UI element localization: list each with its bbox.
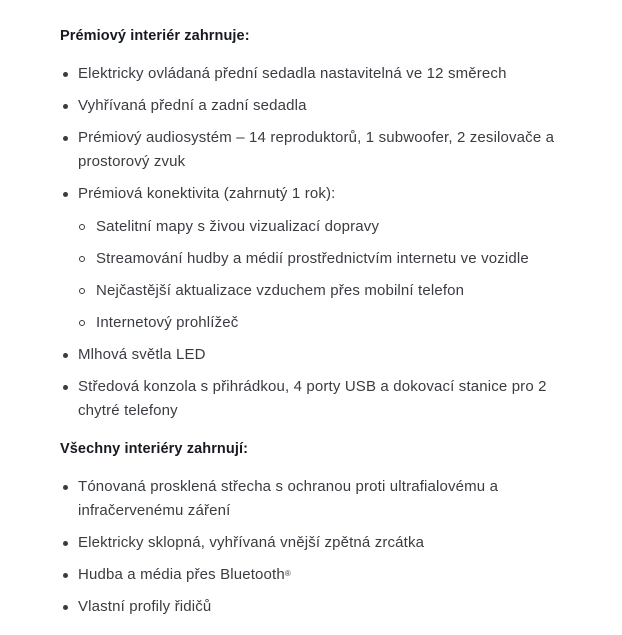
list-item: Elektricky sklopná, vyhřívaná vnější zpětná zrcátka bbox=[60, 531, 580, 555]
list-item-text: Prémiový audiosystém – 14 reproduktorů, 1 subwoofer, 2 zesilovače a prostorový zvuk bbox=[78, 129, 555, 170]
registered-mark: ® bbox=[284, 569, 291, 578]
sub-list-item: Streamování hudby a médií prostřednictvím internetu ve vozidle bbox=[78, 247, 580, 271]
list-item: Mlhová světla LED bbox=[60, 343, 580, 367]
list-item-text: Hudba a média přes Bluetooth bbox=[78, 566, 285, 583]
sub-list-item: Internetový prohlížeč bbox=[78, 311, 580, 335]
premium-interior-list bbox=[60, 62, 580, 423]
list-item: Vyhřívaná přední a zadní sedadla bbox=[60, 94, 580, 118]
premium-interior-heading: Prémiový interiér zahrnuje: bbox=[60, 28, 250, 44]
list-item-text: Tónovaná prosklená střecha s ochranou proti ultrafialovému a infračervenému záření bbox=[78, 478, 499, 519]
list-item bbox=[60, 375, 580, 423]
list-item bbox=[60, 475, 580, 523]
list-item: Vlastní profily řidičů bbox=[60, 595, 580, 619]
list-item-text: Středová konzola s přihrádkou, 4 porty USB a dokovací stanice pro 2 chytré telefony bbox=[78, 378, 547, 419]
list-item bbox=[60, 126, 580, 174]
all-interiors-heading: Všechny interiéry zahrnují: bbox=[60, 441, 249, 457]
list-item bbox=[60, 563, 580, 587]
list-item-text: Prémiová konektivita (zahrnutý 1 rok): bbox=[78, 185, 336, 202]
list-item bbox=[60, 182, 580, 335]
sub-list-item: Satelitní mapy s živou vizualizací dopravy bbox=[78, 215, 580, 239]
connectivity-sublist bbox=[78, 215, 580, 335]
sub-list-item: Nejčastější aktualizace vzduchem přes mobilní telefon bbox=[78, 279, 580, 303]
list-item: Elektricky ovládaná přední sedadla nastavitelná ve 12 směrech bbox=[60, 62, 580, 86]
all-interiors-list bbox=[60, 475, 580, 619]
